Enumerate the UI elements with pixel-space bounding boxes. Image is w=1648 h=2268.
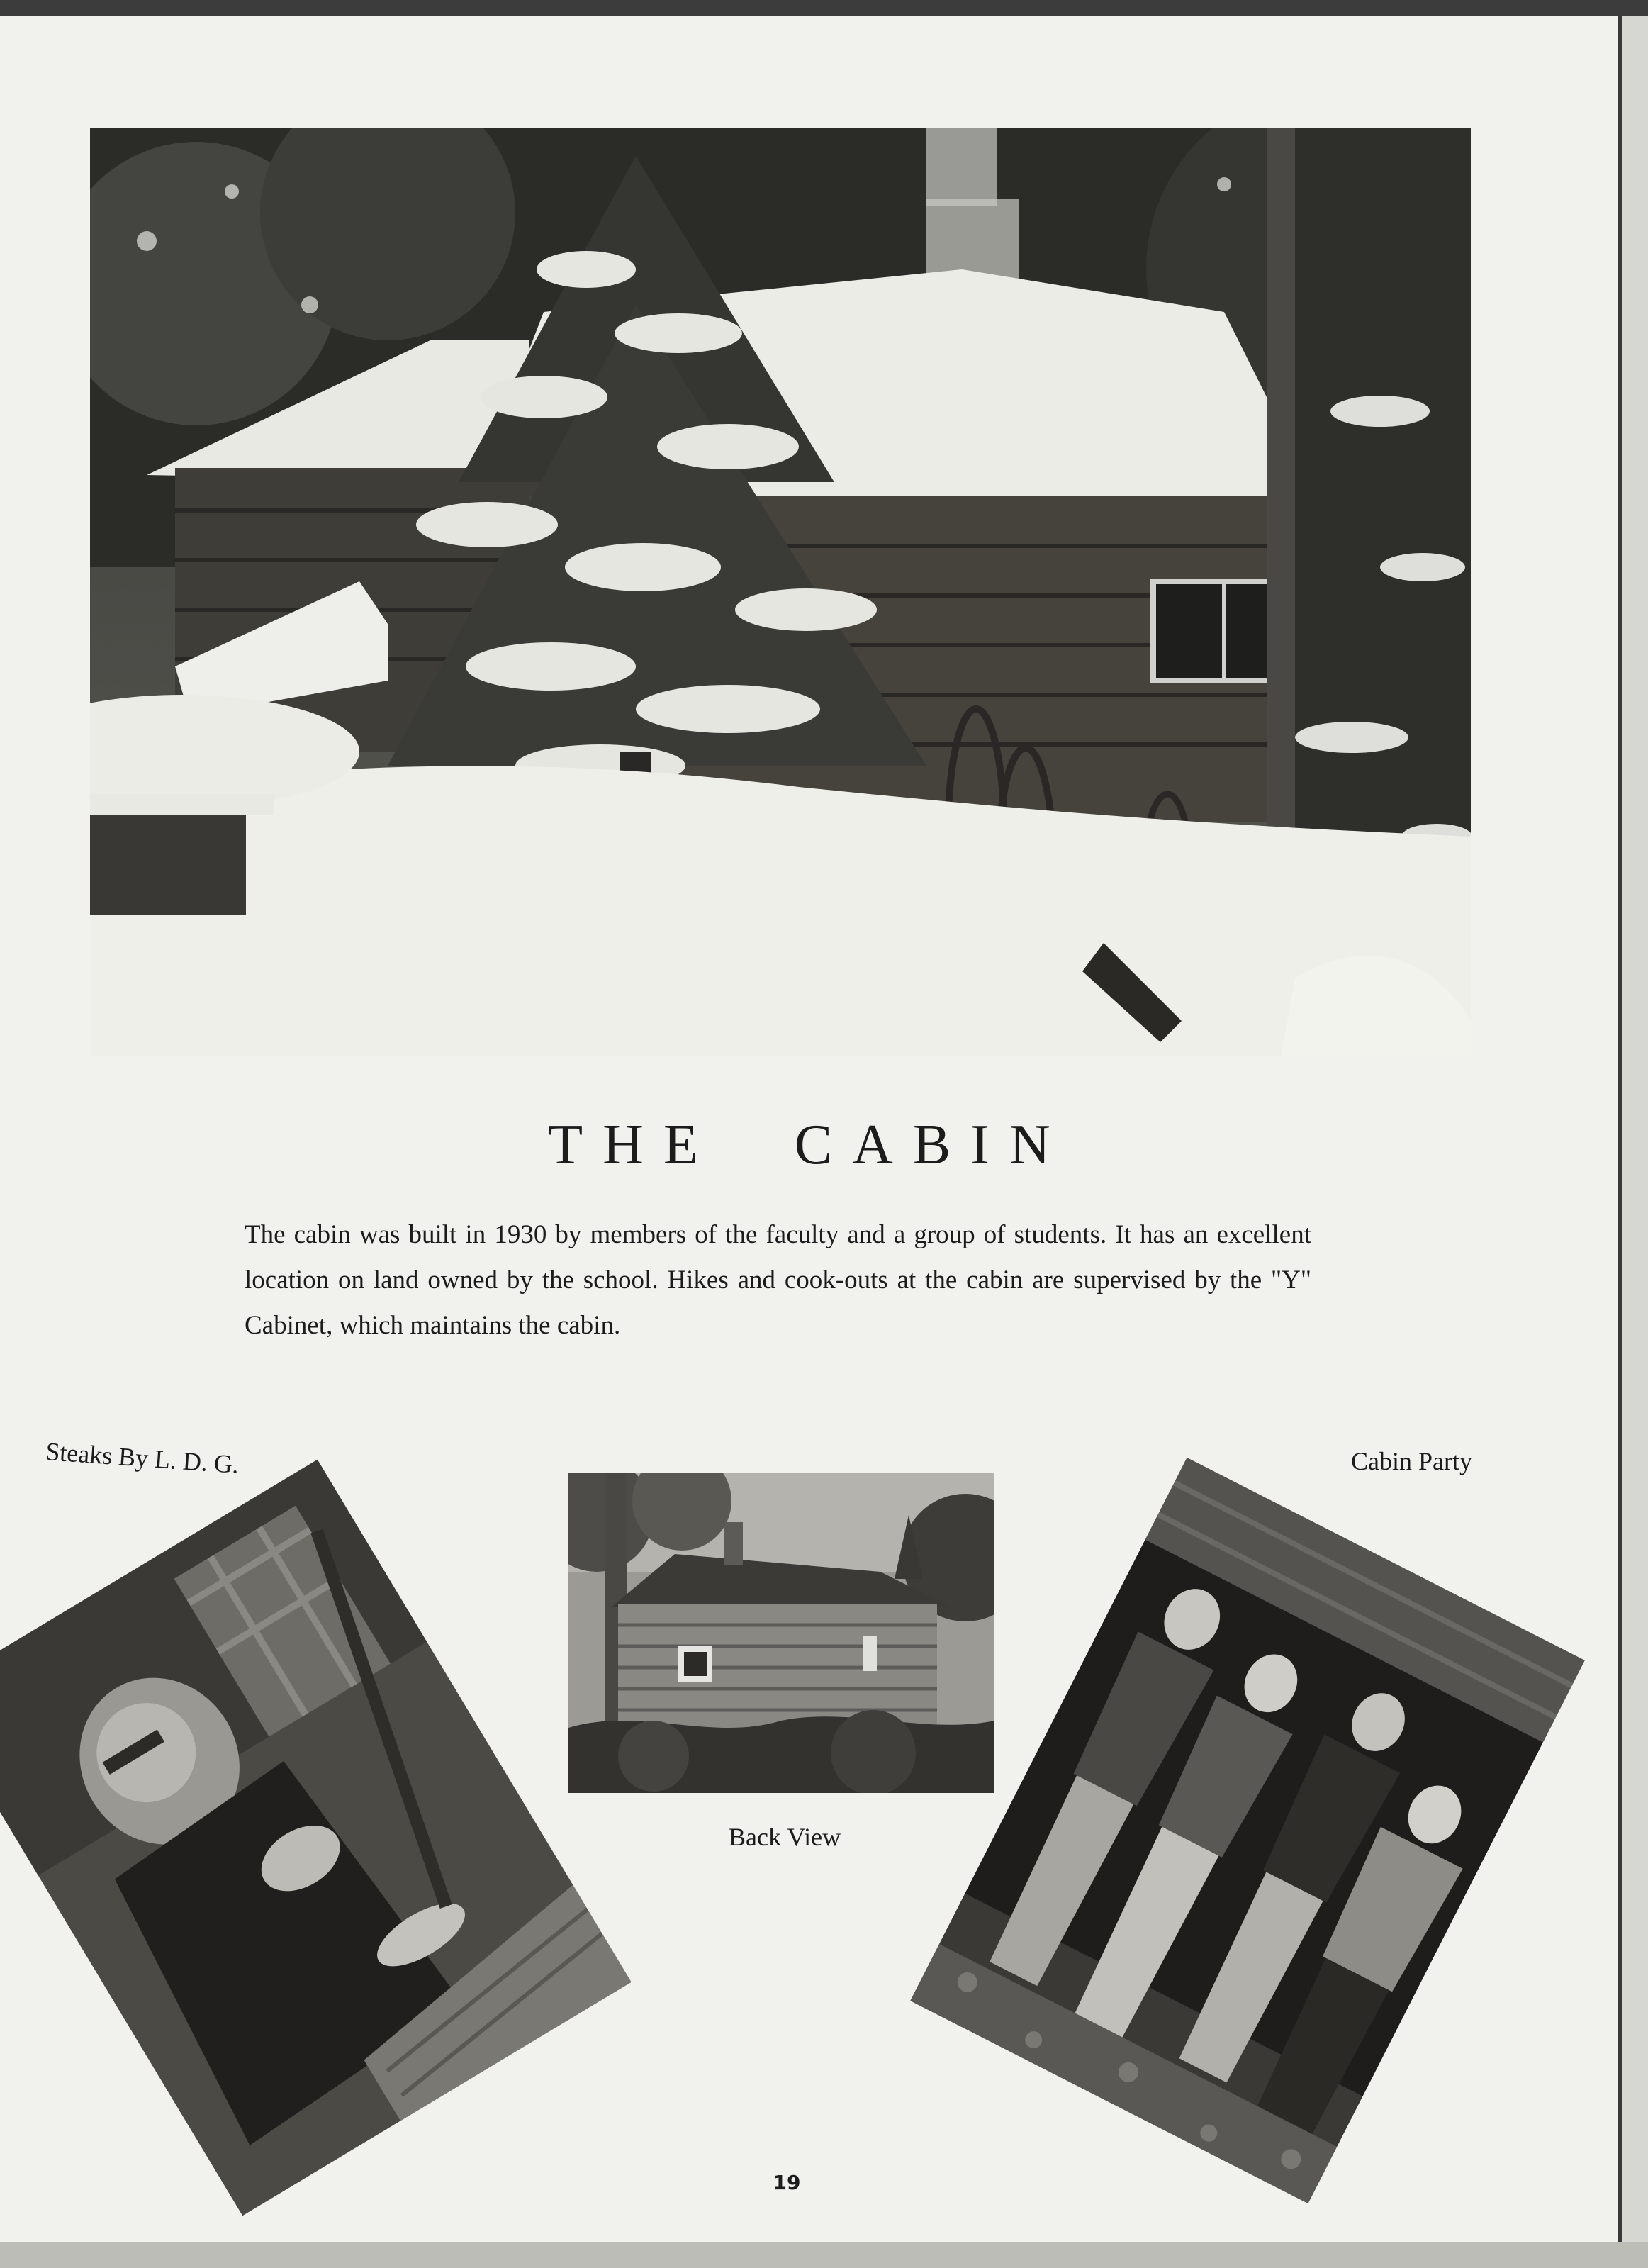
caption-steaks: Steaks By L. D. G.: [45, 1436, 240, 1479]
back-view-photo: [568, 1473, 994, 1793]
yearbook-page: [0, 16, 1622, 2242]
scan-top-edge: [0, 0, 1648, 16]
scan-bottom-edge: [0, 2242, 1648, 2268]
caption-back-view: Back View: [729, 1823, 841, 1851]
body-paragraph: The cabin was built in 1930 by members of the faculty and a group of students. It has an excellent location on land owned by the school. Hikes and cook-outs at the cabin are supervised by the "Y" Cabinet, which maintains the cabin.: [245, 1220, 1311, 1340]
page-number: 19: [773, 2171, 801, 2194]
caption-cabin-party: Cabin Party: [1351, 1447, 1472, 1475]
main-cabin-photo: [90, 128, 1471, 1056]
page-title: THE CABIN: [548, 1114, 1070, 1176]
cabin-party-photo: [910, 1458, 1585, 2203]
steaks-photo: [0, 1460, 632, 2216]
